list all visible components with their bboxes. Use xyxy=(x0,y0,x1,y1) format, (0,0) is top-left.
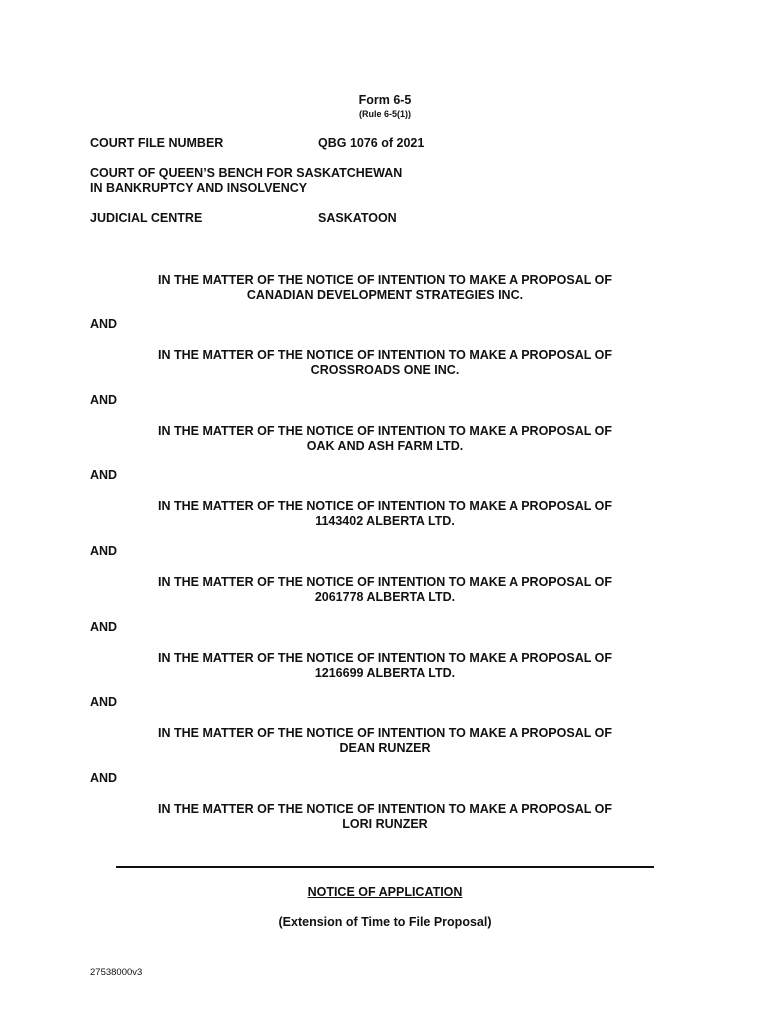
matter-party: OAK AND ASH FARM LTD. xyxy=(306,439,464,453)
matter-block xyxy=(100,273,670,303)
matter-block xyxy=(100,348,670,378)
matter-party: CROSSROADS ONE INC. xyxy=(310,363,460,377)
and-connector: AND xyxy=(90,771,118,785)
and-connector: AND xyxy=(90,620,118,634)
form-title: Form 6-5 xyxy=(358,93,412,107)
judicial-centre-label: JUDICIAL CENTRE xyxy=(90,211,203,225)
matter-line1: IN THE MATTER OF THE NOTICE OF INTENTION TO MAKE A PROPOSAL OF xyxy=(158,424,612,438)
matter-line1: IN THE MATTER OF THE NOTICE OF INTENTION TO MAKE A PROPOSAL OF xyxy=(158,651,612,665)
matter-line1: IN THE MATTER OF THE NOTICE OF INTENTION TO MAKE A PROPOSAL OF xyxy=(158,575,612,589)
matter-block xyxy=(100,424,670,454)
court-name-line1: COURT OF QUEEN’S BENCH FOR SASKATCHEWAN xyxy=(90,166,403,180)
matter-line1: IN THE MATTER OF THE NOTICE OF INTENTION TO MAKE A PROPOSAL OF xyxy=(158,348,612,362)
court-name-line2: IN BANKRUPTCY AND INSOLVENCY xyxy=(90,181,308,195)
matter-block xyxy=(100,651,670,681)
matter-party: 1216699 ALBERTA LTD. xyxy=(314,666,456,680)
matter-line1: IN THE MATTER OF THE NOTICE OF INTENTION TO MAKE A PROPOSAL OF xyxy=(158,802,612,816)
matter-party: CANADIAN DEVELOPMENT STRATEGIES INC. xyxy=(246,288,524,302)
notice-subtitle: (Extension of Time to File Proposal) xyxy=(278,915,492,929)
matter-block xyxy=(100,499,670,529)
matter-block xyxy=(100,802,670,832)
matter-party: LORI RUNZER xyxy=(342,817,428,831)
matter-block xyxy=(100,575,670,605)
matter-line1: IN THE MATTER OF THE NOTICE OF INTENTION TO MAKE A PROPOSAL OF xyxy=(158,499,612,513)
and-connector: AND xyxy=(90,393,118,407)
document-reference: 27538000v3 xyxy=(90,967,143,978)
and-connector: AND xyxy=(90,468,118,482)
notice-title: NOTICE OF APPLICATION xyxy=(307,885,463,899)
horizontal-divider xyxy=(116,866,654,868)
and-connector: AND xyxy=(90,695,118,709)
matter-party: 2061778 ALBERTA LTD. xyxy=(314,590,456,604)
matter-party: 1143402 ALBERTA LTD. xyxy=(315,514,455,528)
court-file-value: QBG 1076 of 2021 xyxy=(318,136,425,150)
and-connector: AND xyxy=(90,544,118,558)
matter-block xyxy=(100,726,670,756)
matter-line1: IN THE MATTER OF THE NOTICE OF INTENTION TO MAKE A PROPOSAL OF xyxy=(158,273,612,287)
matter-line1: IN THE MATTER OF THE NOTICE OF INTENTION TO MAKE A PROPOSAL OF xyxy=(158,726,612,740)
matter-party: DEAN RUNZER xyxy=(339,741,431,755)
judicial-centre-value: SASKATOON xyxy=(318,211,397,225)
and-connector: AND xyxy=(90,317,118,331)
form-rule: (Rule 6-5(1)) xyxy=(358,109,411,119)
court-file-label: COURT FILE NUMBER xyxy=(90,136,224,150)
